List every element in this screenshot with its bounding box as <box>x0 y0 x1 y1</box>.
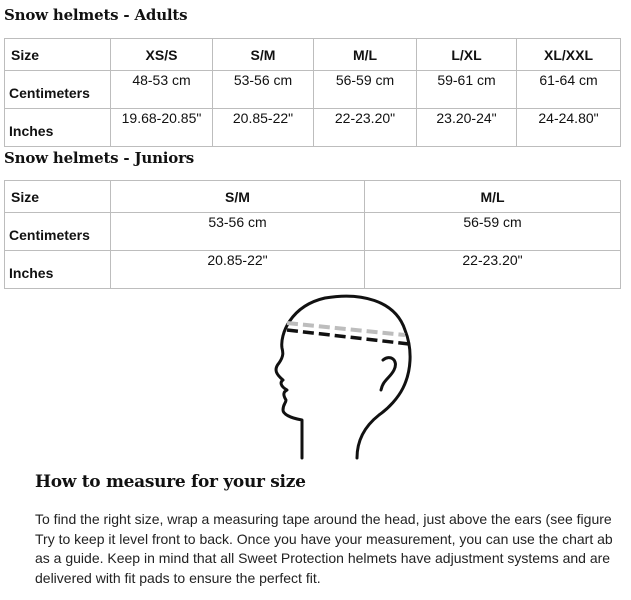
header-size: Size <box>5 181 111 213</box>
adults-size-table <box>4 38 621 147</box>
measure-instructions <box>35 510 631 588</box>
table-cell: 20.85-22" <box>213 109 314 147</box>
header-xs-s: XS/S <box>111 39 213 71</box>
header-m-l: M/L <box>365 181 621 213</box>
header-size: Size <box>5 39 111 71</box>
instruction-line: Try to keep it level front to back. Once you have your measurement, you can use the chart ab <box>35 530 613 547</box>
header-xl-xxl: XL/XXL <box>517 39 621 71</box>
table-cell: 23.20-24" <box>417 109 517 147</box>
table-cell: 61-64 cm <box>517 71 621 109</box>
row-label-centimeters: Centimeters <box>5 71 111 109</box>
adults-header-row <box>5 39 621 71</box>
table-cell: 24-24.80" <box>517 109 621 147</box>
table-cell: 56-59 cm <box>365 213 621 251</box>
juniors-cm-row <box>5 213 621 251</box>
ear-icon <box>381 358 395 390</box>
adults-cm-row <box>5 71 621 109</box>
table-cell: 20.85-22" <box>111 251 365 289</box>
table-cell: 56-59 cm <box>314 71 417 109</box>
table-cell: 22-23.20" <box>314 109 417 147</box>
row-label-centimeters: Centimeters <box>5 213 111 251</box>
instruction-line: To find the right size, wrap a measuring tape around the head, just above the ears (see figure <box>35 511 612 527</box>
table-cell: 53-56 cm <box>213 71 314 109</box>
table-cell: 22-23.20" <box>365 251 621 289</box>
row-label-inches: Inches <box>5 251 111 289</box>
header-l-xl: L/XL <box>417 39 517 71</box>
table-cell: 59-61 cm <box>417 71 517 109</box>
table-cell: 48-53 cm <box>111 71 213 109</box>
measure-section-title: How to measure for your size <box>35 472 306 492</box>
juniors-size-table <box>4 180 621 289</box>
instruction-line: as a guide. Keep in mind that all Sweet Protection helmets have adjustment systems and are <box>35 550 611 566</box>
row-label-inches: Inches <box>5 109 111 147</box>
header-s-m: S/M <box>111 181 365 213</box>
instruction-line: delivered with fit pads to ensure the perfect fit. <box>35 569 321 586</box>
header-m-l: M/L <box>314 39 417 71</box>
juniors-inches-row <box>5 251 621 289</box>
juniors-title: Snow helmets - Juniors <box>4 149 195 167</box>
head-measurement-diagram <box>265 290 425 460</box>
table-cell: 19.68-20.85" <box>111 109 213 147</box>
adults-title: Snow helmets - Adults <box>4 6 188 24</box>
adults-inches-row <box>5 109 621 147</box>
header-s-m: S/M <box>213 39 314 71</box>
table-cell: 53-56 cm <box>111 213 365 251</box>
juniors-header-row <box>5 181 621 213</box>
